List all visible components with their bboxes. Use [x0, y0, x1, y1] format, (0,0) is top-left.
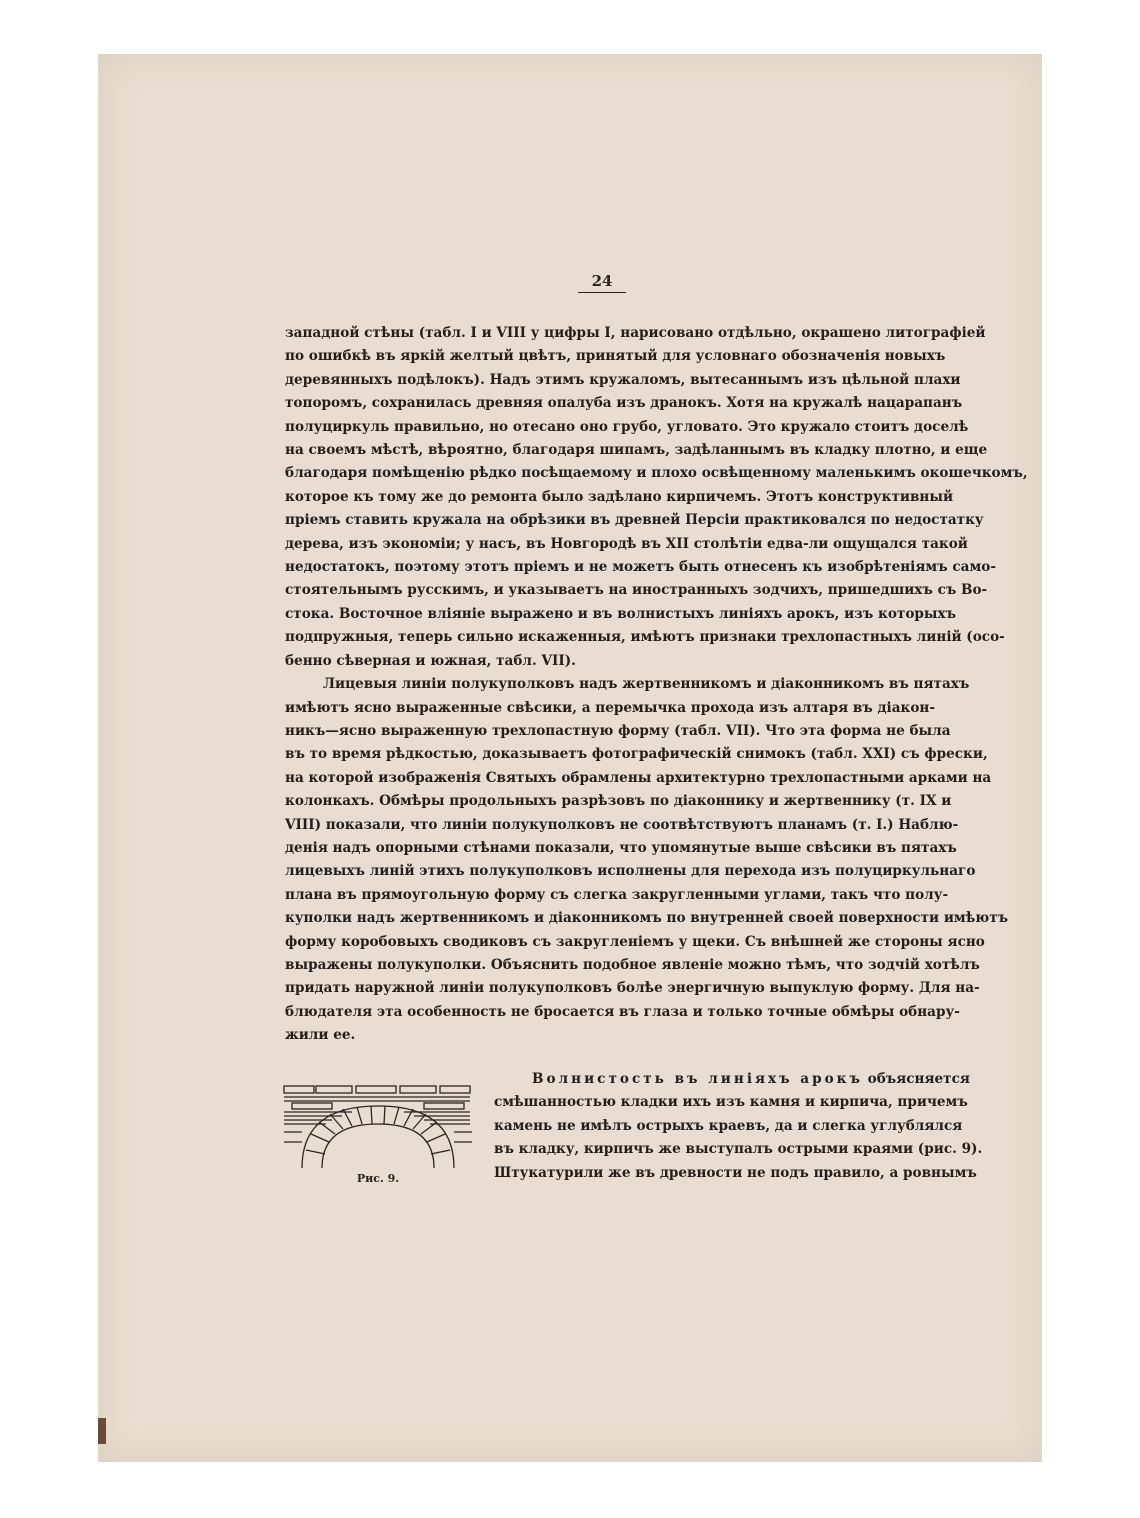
- text-line: [494, 1068, 970, 1091]
- text-line: подпружныя, теперь сильно искаженныя, имѣютъ признаки трехлопастныхъ линій (осо-: [285, 629, 1005, 646]
- text-line: колонкахъ. Обмѣры продольныхъ разрѣзовъ по діаконнику и жертвеннику (т. IX и: [285, 793, 952, 810]
- figure-caption: Рис. 9.: [356, 1172, 400, 1185]
- paragraph-1: [285, 322, 1028, 673]
- text-line: которое къ тому же до ремонта было задѣлано кирпичемъ. Этотъ конструктивный: [285, 488, 954, 505]
- binding-mark: [98, 1418, 106, 1444]
- text-line: VIII) показали, что линіи полукуполковъ не соотвѣтствуютъ планамъ (т. I.) Наблю-: [285, 816, 959, 833]
- text-line: въ то время рѣдкостью, доказываетъ фотографическій снимокъ (табл. XXI) съ фрески,: [285, 746, 988, 763]
- body-text: [285, 322, 1028, 1048]
- brick-arch-drawing-icon: [282, 1084, 474, 1170]
- text-line: смѣшанностью кладки ихъ изъ камня и кирпича, причемъ: [494, 1094, 968, 1111]
- text-line: камень не имѣлъ острыхъ краевъ, да и слегка углублялся: [494, 1117, 963, 1134]
- text-line: полуциркуль правильно, но отесано оно грубо, угловато. Это кружало стоитъ доселѣ: [285, 418, 969, 435]
- text-line: стоятельнымъ русскимъ, и указываетъ на иностранныхъ зодчихъ, пришедшихъ съ Во-: [285, 582, 988, 599]
- side-paragraph: [494, 1068, 983, 1185]
- text-line: куполки надъ жертвенникомъ и діаконникомъ по внутренней своей поверхности имѣютъ: [285, 910, 1009, 927]
- text-line: топоромъ, сохранилась древняя опалуба изъ дранокъ. Хотя на кружалѣ нацарапанъ: [285, 395, 963, 412]
- text-line: въ кладку, кирпичъ же выступалъ острыми краями (рис. 9).: [494, 1141, 983, 1158]
- text-line: придать наружной линіи полукуполковъ болѣе энергичную выпуклую форму. Для на-: [285, 980, 980, 997]
- text-line: благодаря помѣщенію рѣдко посѣщаемому и плохо освѣщенному маленькимъ окошечкомъ,: [285, 465, 1028, 482]
- text-line: Лицевыя линіи полукуполковъ надъ жертвенникомъ и діаконникомъ въ пятахъ: [323, 676, 970, 693]
- text-line: западной стѣны (табл. I и VIII у цифры I, нарисовано отдѣльно, окрашено литографіей: [285, 325, 986, 341]
- text-line: имѣютъ ясно выраженные свѣсики, а перемычка прохода изъ алтаря въ діакон-: [285, 699, 935, 716]
- text-line: дерева, изъ экономіи; у насъ, въ Новгородѣ въ XII столѣтіи едва-ли ощущался такой: [285, 535, 968, 552]
- text-line: Штукатурили же въ древности не подъ правило, а ровнымъ: [494, 1164, 977, 1181]
- text-line: выражены полукуполки. Объяснить подобное явленіе можно тѣмъ, что зодчій хотѣлъ: [285, 956, 980, 973]
- text-line: никъ—ясно выраженную трехлопастную форму (табл. VII). Что эта форма не была: [285, 722, 951, 739]
- text-line: блюдателя эта особенность не бросается въ глаза и только точные обмѣры обнару-: [285, 1003, 960, 1020]
- text-line: деревянныхъ подѣлокъ). Надъ этимъ кружаломъ, вытесаннымъ изъ цѣльной плахи: [285, 371, 961, 388]
- figure-9: [282, 1084, 474, 1194]
- text-line: стока. Восточное вліяніе выражено и въ волнистыхъ линіяхъ арокъ, изъ которыхъ: [285, 605, 957, 622]
- text-line: денія надъ опорными стѣнами показали, что упомянутые выше свѣсики въ пятахъ: [285, 839, 957, 856]
- text-line: бенно сѣверная и южная, табл. VII).: [285, 652, 576, 669]
- paragraph-2: [285, 673, 1009, 1048]
- emphasized-phrase: Волнистость въ линіяхъ арокъ: [532, 1071, 863, 1087]
- text-line: лицевыхъ линій этихъ полукуполковъ исполнены для перехода изъ полуциркульнаго: [285, 863, 976, 880]
- page-number: 24: [578, 272, 626, 293]
- text-line: жили ее.: [285, 1027, 356, 1044]
- text-line: форму коробовыхъ сводиковъ съ закругленіемъ у щеки. Съ внѣшней же стороны ясно: [285, 933, 985, 950]
- text-line: недостатокъ, поэтому этотъ пріемъ и не можетъ быть отнесенъ къ изобрѣтеніямъ само-: [285, 559, 996, 576]
- text-line: по ошибкѣ въ яркій желтый цвѣтъ, принятый для условнаго обозначенія новыхъ: [285, 348, 946, 365]
- text-line: пріемъ ставить кружала на обрѣзики въ древней Персіи практиковался по недостатку: [285, 512, 984, 529]
- text-line: на которой изображенія Святыхъ обрамлены архитектурно трехлопастными арками на: [285, 769, 992, 786]
- text-line: на своемъ мѣстѣ, вѣроятно, благодаря шипамъ, задѣланнымъ въ кладку плотно, и еще: [285, 442, 988, 459]
- text-line: плана въ прямоугольную форму съ слегка закругленными углами, такъ что полу-: [285, 886, 949, 903]
- text-fragment: объясняется: [862, 1071, 970, 1087]
